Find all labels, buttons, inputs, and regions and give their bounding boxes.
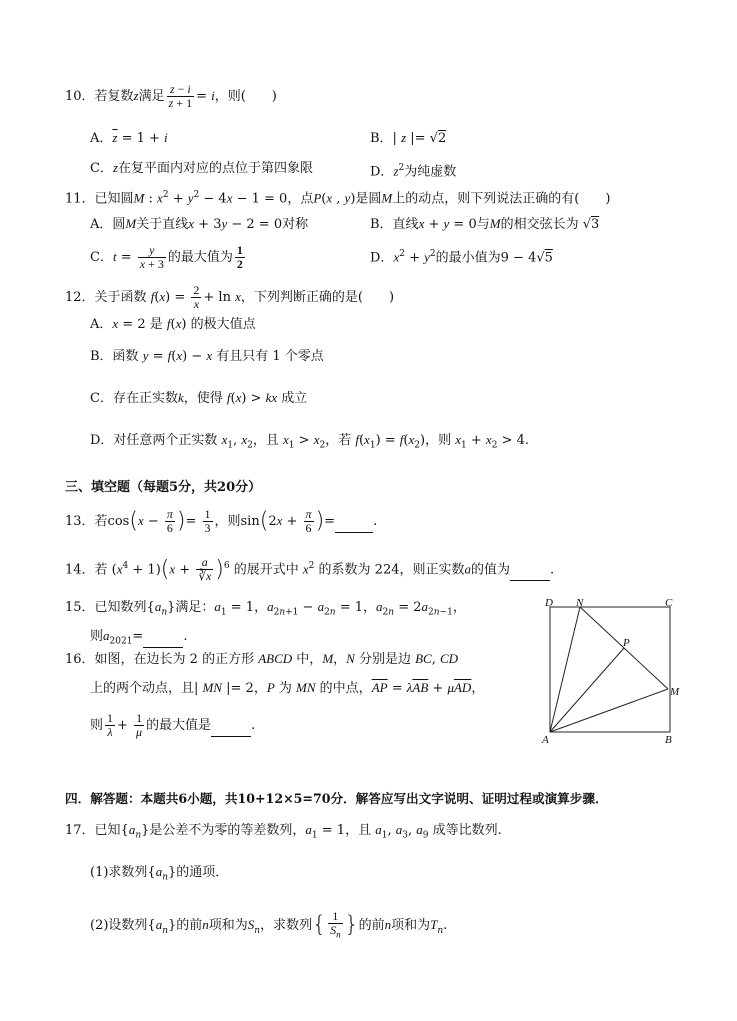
q11-option-d: D．$x^2 + y^2$的最小值为9 − 4√5 [370,249,553,266]
q12-option-a: A．x = 2 是 f(x) 的极大值点 [90,316,256,332]
label-n: N [576,597,584,609]
label-b: B [665,734,672,746]
q17-part-1: (1)求数列$\{a_n\}$的通项． [90,864,229,883]
q10-option-a: A．$\overline{z} = 1 + i$ [90,130,168,146]
q12-stem: 12．关于函数 f(x) = $\frac{2}{x}$ + ln x，下列判断正确的是( ) [65,283,395,311]
label-d: D [545,597,553,609]
label-a: A [542,734,549,746]
q16-line-1: 16．如图，在边长为 2 的正方形 ABCD 中，M，N 分别是边 BC, CD [65,651,459,667]
q15-line-1: 15．已知数列$\{a_n\}$满足：$a_1 = 1$，$a_{2n+1} - a_{2n} = 1$，$a_{2n} = 2a_{2n-1}$， [65,599,466,618]
q11-option-c: C．t = $\frac{y}{x + 3}$ 的最大值为 $\frac{1}{2}$ [90,243,243,271]
q16-line-2: 上的两个动点，且| MN |= 2，P 为 MN 的中点，$\overline{AP} = \lambda\overline{AB} + \mu\overline{AD}$， [90,680,485,696]
q12-option-c: C．存在正实数k，使得 f(x) > kx 成立 [90,390,308,406]
q17-part-2: (2)设数列$\{a_n\}$的前n项和为$S_n$，求数列{ $\frac{1}{S_n}$ }的前n项和为$T_n$. [90,909,448,940]
q11-stem: 11．已知圆M : $x^2 + y^2 - 4x - 1 = 0$，点P(x , y)是圆M上的动点，则下列说法正确的有( ) [65,190,611,207]
q12-option-b: B．函数 y = f(x) − x 有且只有 1 个零点 [90,348,324,364]
q16-line-3: 则 $\frac{1}{\lambda}$ + $\frac{1}{\mu}$ 的最大值是 . [90,711,256,739]
q14: 14．若 $(x^4 + 1)(x$ + $\frac{a}{∛x}$ )$^6$ 的展开式中 $x^2$ 的系数为 224，则正实数a的值为 . [65,555,555,584]
label-c: C [665,597,673,609]
q13: 13．若cos(x − $\frac{\pi}{6}$ )= $\frac{1}{3}$ ，则sin(2x + $\frac{\pi}{6}$ )= . [65,507,378,535]
q12-option-d: D．对任意两个正实数 $x_1$, $x_2$，且 $x_1 > x_2$，若 $f(x_1) = f(x_2)$，则 $x_1 + x_2 > 4$. [90,432,529,451]
q17-stem: 17．已知$\{a_n\}$是公差不为零的等差数列，$a_1 = 1$，且 $a_1$, $a_3$, $a_9$ 成等比数列. [65,822,502,841]
section-3-heading: 三、填空题（每题5分，共20分） [65,480,262,495]
q10-option-b: B．| z |= √2 [370,130,447,146]
q10-stem: 10．若复数z满足 $\frac{z - i}{z + 1}$ = i，则( ) [65,82,277,110]
q11-option-a: A．圆M关于直线x + 3y − 2 = 0对称 [90,216,309,232]
label-m: M [670,686,680,698]
q10-option-d: D．$z^2$为纯虚数 [370,163,457,180]
q10-option-c: C．z在复平面内对应的点位于第四象限 [90,160,314,176]
label-p: P [623,637,630,649]
section-4-heading: 四．解答题：本题共6小题，共10+12×5=70分．解答应写出文字说明、证明过程或演算步骤． [65,791,608,806]
square-figure [535,597,695,747]
q15-line-2: 则$a_{2021}=$ . [90,628,188,647]
q11-option-b: B．直线x + y = 0与M的相交弦长为 √3 [370,216,600,232]
